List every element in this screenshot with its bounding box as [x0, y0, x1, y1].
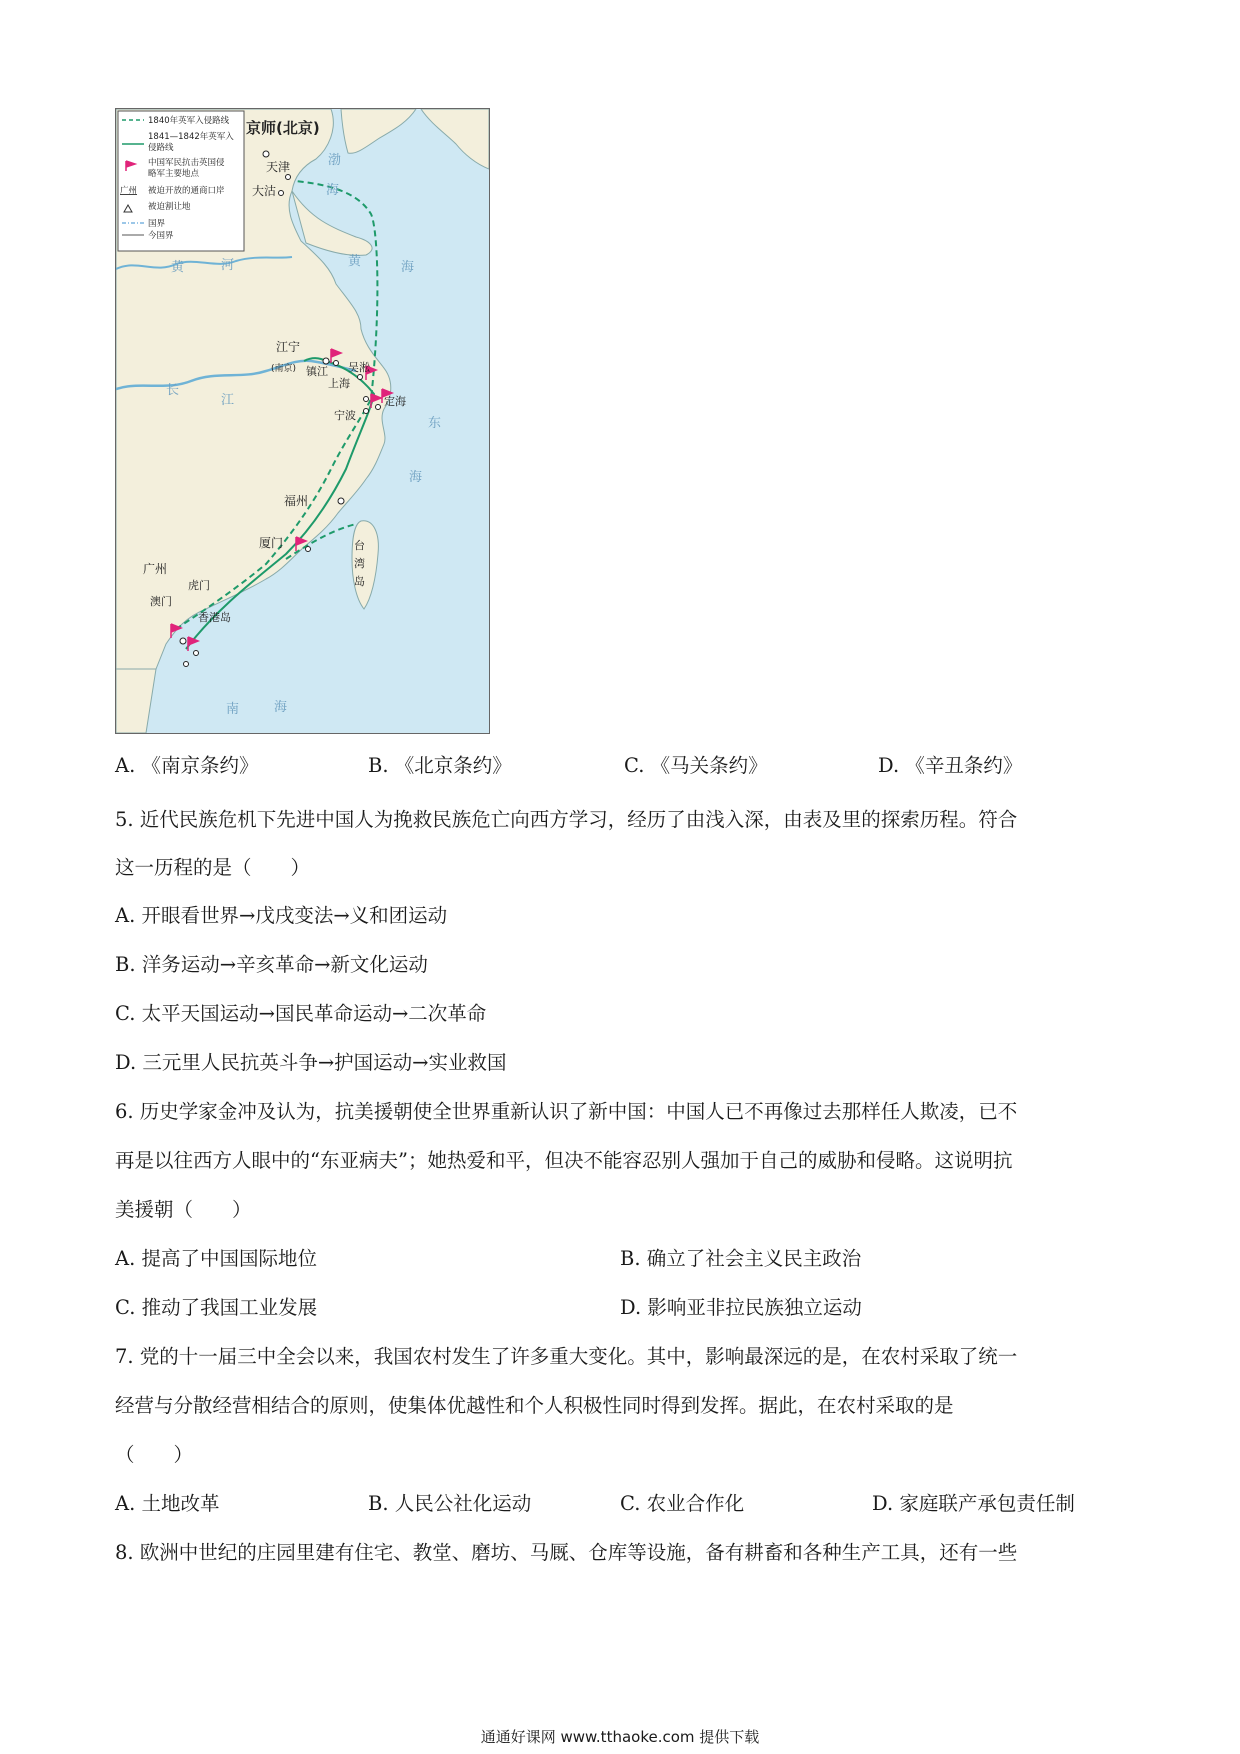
- svg-text:海: 海: [326, 183, 340, 198]
- q6-stem-line1: 6. 历史学家金冲及认为，抗美援朝使全世界重新认识了新中国：中国人已不再像过去那样任人欺凌，已不: [115, 1100, 1018, 1123]
- q7-option-d: D. 家庭联产承包责任制: [872, 1492, 1075, 1515]
- legend-line: 1840年英军入侵路线: [148, 116, 230, 126]
- liaodong-land: [341, 109, 416, 153]
- bottom-land: [116, 669, 156, 733]
- label-jiangning: 江宁: [276, 340, 301, 354]
- q7-stem-line2: 经营与分散经营相结合的原则，使集体优越性和个人积极性同时得到发挥。据此，在农村采取的是: [115, 1394, 954, 1417]
- q6-option-b: B. 确立了社会主义民主政治: [620, 1247, 862, 1270]
- legend-line: 略军主要地点: [148, 169, 200, 179]
- svg-text:东: 东: [428, 416, 442, 431]
- q5-stem-line1: 5. 近代民族危机下先进中国人为挽救民族危亡向西方学习，经历了由浅入深，由表及里的探索历程。符合: [115, 808, 1018, 831]
- label-zhenjiang: 镇江: [306, 365, 328, 378]
- svg-text:海: 海: [409, 470, 423, 485]
- label-macau: 澳门: [150, 595, 172, 608]
- svg-text:黄: 黄: [171, 260, 185, 275]
- q6-option-c: C. 推动了我国工业发展: [115, 1296, 318, 1319]
- label-fuzhou: 福州: [284, 494, 309, 508]
- legend-line: 侵路线: [148, 143, 174, 153]
- q7-stem-line3: （ ）: [115, 1443, 194, 1466]
- q8-stem-line1: 8. 欧洲中世纪的庄园里建有住宅、教堂、磨坊、马厩、仓库等设施，备有耕畜和各种生产工具，还有一些: [115, 1541, 1018, 1564]
- legend-line: 1841—1842年英军入: [148, 132, 234, 142]
- label-guangzhou: 广州: [143, 562, 168, 576]
- q4-option-a: A. 《南京条约》: [115, 754, 259, 777]
- q7-option-b: B. 人民公社化运动: [368, 1492, 532, 1515]
- svg-text:南: 南: [226, 702, 240, 717]
- q7-option-c: C. 农业合作化: [620, 1492, 745, 1515]
- svg-text:海: 海: [401, 260, 415, 275]
- label-shanghai: 上海: [328, 377, 350, 390]
- label-ningbo: 宁波: [334, 409, 356, 422]
- legend-line: 中国军民抗击英国侵: [148, 158, 225, 168]
- page-footer: 通通好课网 www.tthaoke.com 提供下载: [480, 1728, 760, 1746]
- q4-option-d: D. 《辛丑条约》: [878, 754, 1023, 777]
- svg-text:海: 海: [274, 700, 288, 715]
- q6-option-a: A. 提高了中国国际地位: [115, 1247, 317, 1270]
- label-xiamen: 厦门: [259, 536, 284, 550]
- label-dinghai: 定海: [384, 395, 406, 408]
- q5-option-d: D. 三元里人民抗英斗争→护国运动→实业救国: [115, 1051, 507, 1074]
- label-hongkong: 香港岛: [198, 611, 231, 624]
- svg-text:江: 江: [221, 393, 235, 408]
- q4-option-c: C. 《马关条约》: [624, 754, 768, 777]
- q7-stem-line1: 7. 党的十一届三中全会以来，我国农村发生了许多重大变化。其中，影响最深远的是，在农村采取了统一: [115, 1345, 1018, 1368]
- q5-stem-line2: 这一历程的是（ ）: [115, 856, 311, 879]
- map-svg: [116, 109, 489, 733]
- svg-text:长: 长: [166, 383, 180, 398]
- q5-option-c: C. 太平天国运动→国民革命运动→二次革命: [115, 1002, 487, 1025]
- korea-land: [421, 109, 489, 169]
- legend-line: 被迫开放的通商口岸: [148, 186, 225, 196]
- q5-option-a: A. 开眼看世界→戊戌变法→义和团运动: [115, 904, 448, 927]
- svg-text:河: 河: [221, 258, 235, 273]
- legend-line: 被迫割让地: [148, 202, 191, 212]
- q6-option-d: D. 影响亚非拉民族独立运动: [620, 1296, 862, 1319]
- q4-option-b: B. 《北京条约》: [368, 754, 512, 777]
- label-beijing: 京师(北京): [246, 119, 320, 137]
- svg-text:渤: 渤: [328, 153, 342, 168]
- label-nanjing: (南京): [271, 364, 297, 374]
- q6-stem-line2: 再是以往西方人眼中的“东亚病夫”；她热爱和平，但决不能容忍别人强加于自己的威胁和侵略。这说明抗: [115, 1149, 1013, 1172]
- label-taiwan: 台: [354, 539, 365, 552]
- legend-line: 今国界: [148, 231, 174, 241]
- label-humen: 虎门: [188, 579, 210, 592]
- label-dagu: 大沽: [252, 184, 277, 198]
- legend-guangzhou: 广州: [120, 186, 138, 196]
- label-taiwan: 湾: [354, 557, 365, 570]
- label-wusong: 吴淞: [348, 361, 370, 374]
- legend-line: 国界: [148, 219, 166, 229]
- q5-option-b: B. 洋务运动→辛亥革命→新文化运动: [115, 953, 428, 976]
- label-taiwan: 岛: [354, 575, 365, 588]
- q7-option-a: A. 土地改革: [115, 1492, 220, 1515]
- q6-stem-line3: 美援朝（ ）: [115, 1198, 252, 1221]
- opium-war-map: [115, 108, 490, 734]
- label-tianjin: 天津: [266, 160, 291, 174]
- svg-text:黄: 黄: [348, 254, 362, 269]
